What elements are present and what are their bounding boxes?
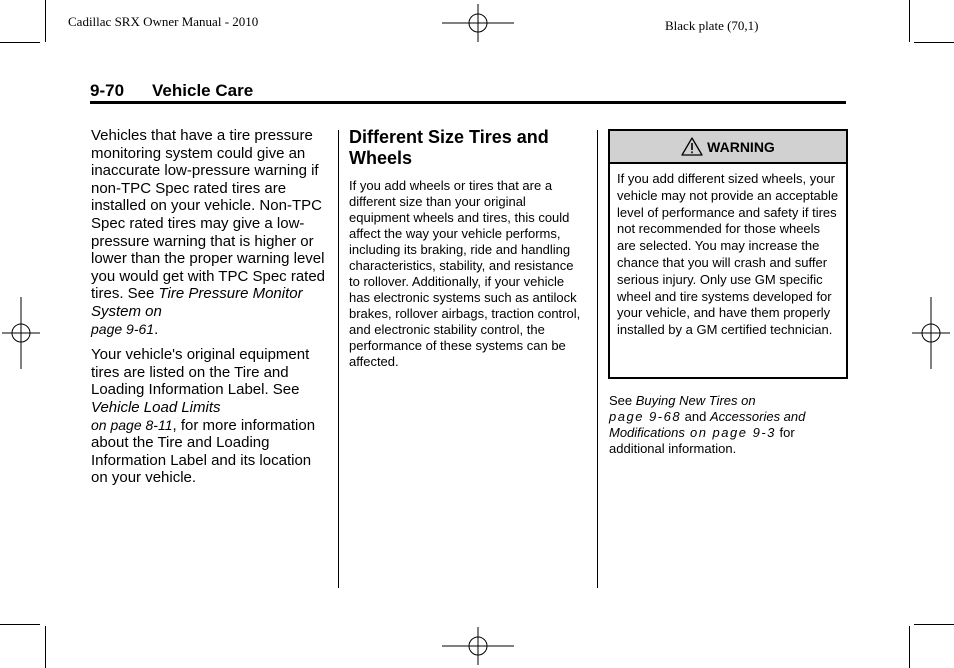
paragraph-tpc-warning [91,127,331,338]
page-number: 9-70 [90,81,125,100]
warning-header [610,131,846,164]
crop-mark [0,624,40,625]
paragraph-text: . [154,320,159,338]
column-divider [338,130,339,588]
registration-mark-icon [442,4,514,42]
link-tire-pressure-monitor[interactable]: Tire Pressure Monitor System on [91,285,303,320]
crop-mark [914,624,954,625]
crop-mark [914,42,954,43]
link-page-ref[interactable]: page 9-68 [609,409,682,424]
paragraph-original-tires [91,346,331,487]
page-header [90,81,253,101]
crop-mark [909,626,910,668]
link-accessories-modifications[interactable]: Accessories and Modifications [609,409,806,440]
registration-mark-icon [442,627,514,665]
see-also-text: and [681,409,710,424]
see-also-text: See [609,393,636,408]
link-buying-new-tires[interactable]: Buying New Tires on [635,393,756,408]
link-vehicle-load-limits[interactable]: Vehicle Load Limits [91,398,221,416]
manual-title: Cadillac SRX Owner Manual - 2010 [68,14,259,29]
header-rule [90,101,846,104]
paragraph-text: , for more information about the Tire and Loading Information Label and its location on your vehicle. [91,416,316,487]
column-2 [349,127,584,370]
see-also [609,393,845,457]
link-page-ref[interactable]: on page 8-11 [91,416,173,433]
section-heading: Different Size Tires and Wheels [349,127,549,168]
plate-info: Black plate (70,1) [665,18,759,33]
registration-mark-icon [912,297,950,369]
column-divider [597,130,598,588]
warning-label: WARNING [707,138,775,155]
crop-mark [45,626,46,668]
warning-box [608,129,848,379]
paragraph-text: Your vehicle's original equipment tires are listed on the Tire and Loading Information Label. See [91,346,310,399]
warning-triangle-icon [681,137,703,156]
section-body: If you add wheels or tires that are a different size than your original equipment wheels and tires, this could affect the way your vehicle performs, including its braking, ride and handling characteristics, stability, and resistance to rollover. Additionally, if your vehicle has electronic systems such as antilock brakes, rollover airbags, traction control, and electronic stability control, the performance of these systems can be affected. [349,178,581,369]
crop-mark [909,0,910,42]
crop-mark [0,42,40,43]
crop-mark [45,0,46,42]
link-page-ref[interactable]: on page 9-3 [684,425,776,440]
warning-body: If you add different sized wheels, your vehicle may not provide an acceptable level of performance and safety if tires not recommended for those wheels are selected. You may increase the chance that you will crash and suffer serious injury. Only use GM specific wheel and tire systems developed for your vehicle, and have them properly installed by a GM certified technician. [617,171,839,338]
link-page-ref[interactable]: page 9-61 [91,320,155,337]
paragraph-text: Vehicles that have a tire pressure monitoring system could give an inaccurate low-pressure warning if non-TPC Spec rated tires are installed on your vehicle. Non-TPC Spec rated tires may give a low-pressure warning that is higher or lower than the proper warning level you would get with TPC Spec rated tires. See [91,127,326,303]
see-also-text: for additional information. [609,425,795,456]
registration-mark-icon [2,297,40,369]
section-title: Vehicle Care [152,81,254,100]
column-1 [91,127,331,495]
